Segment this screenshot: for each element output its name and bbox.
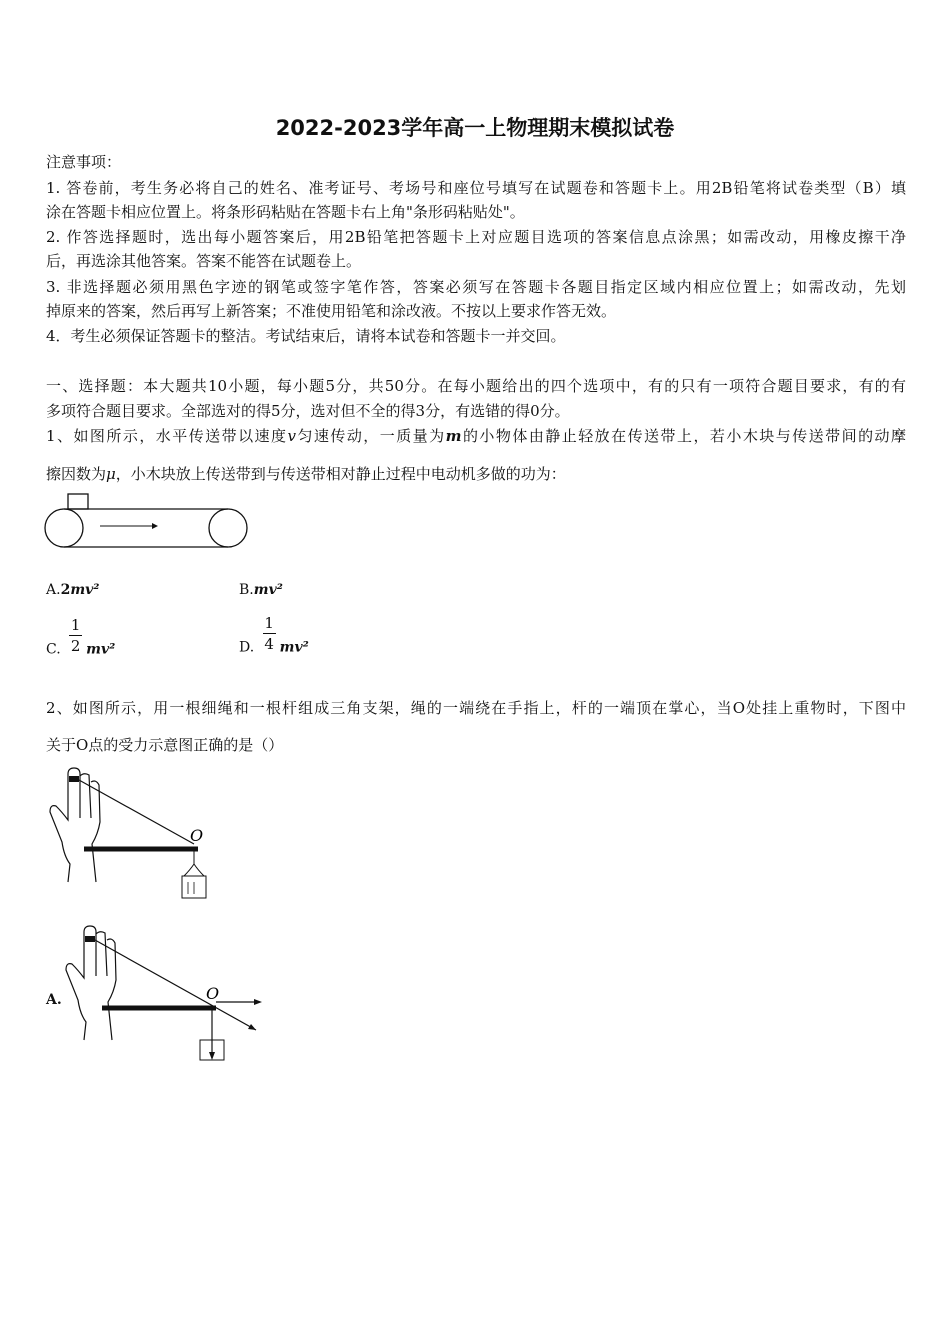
notice-item: 1. 答卷前，考生务必将自己的姓名、准考证号、考场号和座位号填写在试题卷和答题卡上。用2B铅笔将试卷类型（B）填 xyxy=(46,179,906,197)
notice-item: 涂在答题卡相应位置上。将条形码粘贴在答题卡右上角"条形码粘贴处"。 xyxy=(46,203,525,221)
notice-item: 3. 非选择题必须用黑色字迹的钢笔或签字笔作答，答案必须写在答题卡各题目指定区域内相应位置上；如需改动，先划 xyxy=(46,278,906,296)
option-b: B.mv² xyxy=(239,582,283,598)
question-2-text-cont: 关于O点的受力示意图正确的是（） xyxy=(46,736,284,754)
point-o-label: O xyxy=(206,984,220,1003)
point-o-label: O xyxy=(190,826,204,845)
question-1-text-cont: 擦因数为μ，小木块放上传送带到与传送带相对静止过程中电动机多做的功为： xyxy=(46,465,566,483)
option-d: D. $\frac{1}{4}$ mv² xyxy=(239,614,309,656)
notice-item: 2. 作答选择题时，选出每小题答案后，用2B铅笔把答题卡上对应题目选项的答案信息点涂黑；如需改动，用橡皮擦干净 xyxy=(46,228,906,246)
q2-option-a-figure xyxy=(62,922,272,1067)
page-title: 2022-2023学年高一上物理期末模拟试卷 xyxy=(275,116,675,140)
option-a: A.2mv² xyxy=(46,582,100,598)
hand-support-figure xyxy=(44,764,214,904)
q2-option-a-label: A. xyxy=(46,992,62,1008)
conveyor-belt-figure xyxy=(44,492,248,552)
fraction: $\frac{1}{4}$ xyxy=(264,614,274,653)
notice-item: 后，再选涂其他答案。答案不能答在试题卷上。 xyxy=(46,252,362,270)
option-c: C. $\frac{1}{2}$ mv² xyxy=(46,616,116,658)
section-heading-cont: 多项符合题目要求。全部选对的得5分，选对但不全的得3分，有选错的得0分。 xyxy=(46,402,570,420)
section-heading: 一、选择题：本大题共10小题，每小题5分，共50分。在每小题给出的四个选项中，有的只有一项符合题目要求，有的有 xyxy=(46,377,906,395)
question-2-text: 2、如图所示，用一根细绳和一根杆组成三角支架，绳的一端绕在手指上，杆的一端顶在掌心，当O处挂上重物时，下图中 xyxy=(46,699,906,717)
fraction: $\frac{1}{2}$ xyxy=(70,616,81,655)
notice-item: 4．考生必须保证答题卡的整洁。考试结束后，请将本试卷和答题卡一并交回。 xyxy=(46,327,566,345)
notice-heading: 注意事项： xyxy=(46,153,122,171)
notice-item: 掉原来的答案，然后再写上新答案；不准使用铅笔和涂改液。不按以上要求作答无效。 xyxy=(46,302,617,320)
question-1-text: 1、如图所示，水平传送带以速度v匀速传动，一质量为m的小物体由静止轻放在传送带上，若小木块与传送带间的动摩 xyxy=(46,427,906,445)
